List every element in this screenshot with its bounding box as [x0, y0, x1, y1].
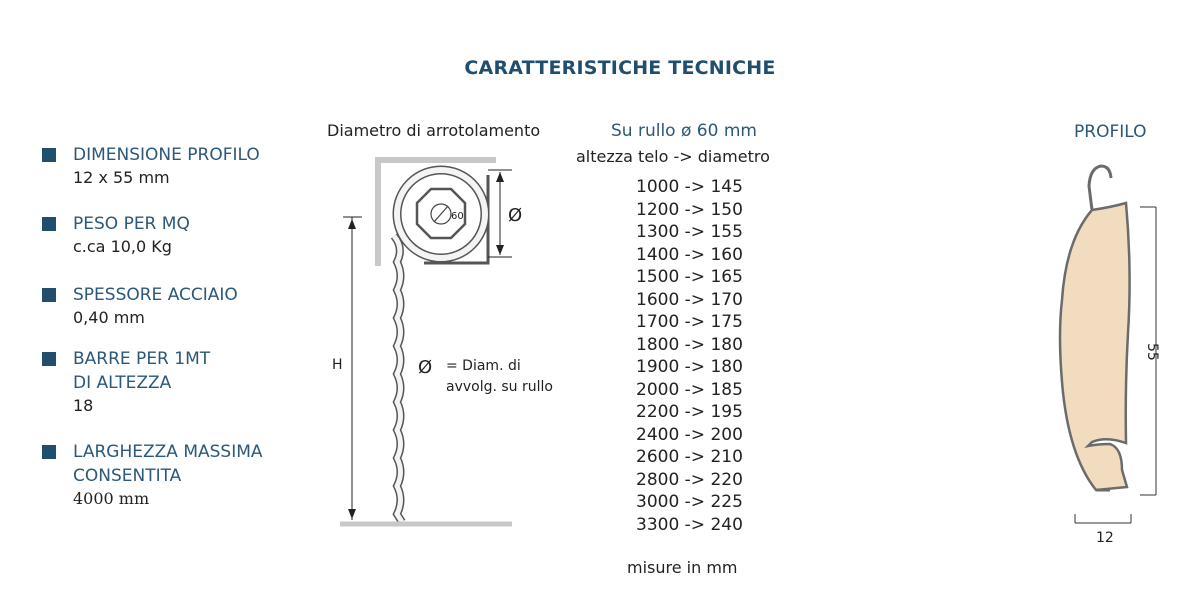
profile-height-label: 55 [1144, 343, 1160, 361]
table-row: 1700 -> 175 [636, 312, 743, 332]
table-row: 2600 -> 210 [636, 447, 743, 467]
table-row: 3300 -> 240 [636, 514, 743, 535]
spec-value: 4000 mm [73, 489, 150, 508]
table-row: 2000 -> 185 [636, 379, 743, 400]
table-row: 1500 -> 165 [636, 267, 743, 287]
table-row: 1300 -> 155 [636, 222, 743, 242]
table-row: 1900 -> 180 [636, 357, 743, 377]
spec-label: BARRE PER 1MT [73, 349, 211, 369]
profile-body [1060, 203, 1130, 490]
spec-label: SPESSORE ACCIAIO [73, 285, 238, 305]
diagram-caption: Diametro di arrotolamento [327, 121, 541, 140]
height-label: H [332, 357, 343, 373]
legend-line-1: = Diam. di [446, 358, 521, 374]
table-row: 3000 -> 225 [636, 492, 743, 512]
table-row: 2800 -> 220 [636, 469, 743, 490]
roller-diagram [340, 160, 512, 524]
spec-label: PESO PER MQ [73, 214, 190, 234]
spec-label-line2: CONSENTITA [73, 466, 182, 486]
table-row: 1000 -> 145 [636, 177, 743, 197]
table-row: 1800 -> 180 [636, 334, 743, 355]
units-note: misure in mm [627, 558, 738, 577]
page-title: CARATTERISTICHE TECNICHE [464, 57, 776, 79]
table-row: 1400 -> 160 [636, 244, 743, 265]
table-row: 1600 -> 170 [636, 289, 743, 310]
profile-hook [1089, 166, 1111, 210]
profile-width-label: 12 [1096, 530, 1114, 546]
table-subheading: altezza telo -> diametro [576, 147, 770, 166]
diameter-symbol: Ø [508, 205, 523, 226]
table-row: 2200 -> 195 [636, 402, 743, 422]
table-row: 1200 -> 150 [636, 199, 743, 220]
spec-label: LARGHEZZA MASSIMA [73, 442, 263, 462]
profile-drawing [1060, 166, 1156, 523]
spec-value: 18 [73, 396, 94, 415]
legend-diameter-symbol: Ø [418, 357, 433, 378]
table-heading: Su rullo ø 60 mm [611, 121, 757, 141]
spec-value: 0,40 mm [73, 308, 145, 327]
table-row: 2400 -> 200 [636, 424, 743, 445]
profile-title: PROFILO [1074, 122, 1147, 142]
spec-value: 12 x 55 mm [73, 168, 170, 187]
axle-size-label: 60 [451, 211, 464, 222]
spec-value: c.ca 10,0 Kg [73, 237, 172, 256]
diameter-table [636, 176, 743, 536]
spec-label: DIMENSIONE PROFILO [73, 145, 260, 165]
legend-line-2: avvolg. su rullo [446, 379, 553, 395]
spec-label-line2: DI ALTEZZA [73, 373, 172, 393]
